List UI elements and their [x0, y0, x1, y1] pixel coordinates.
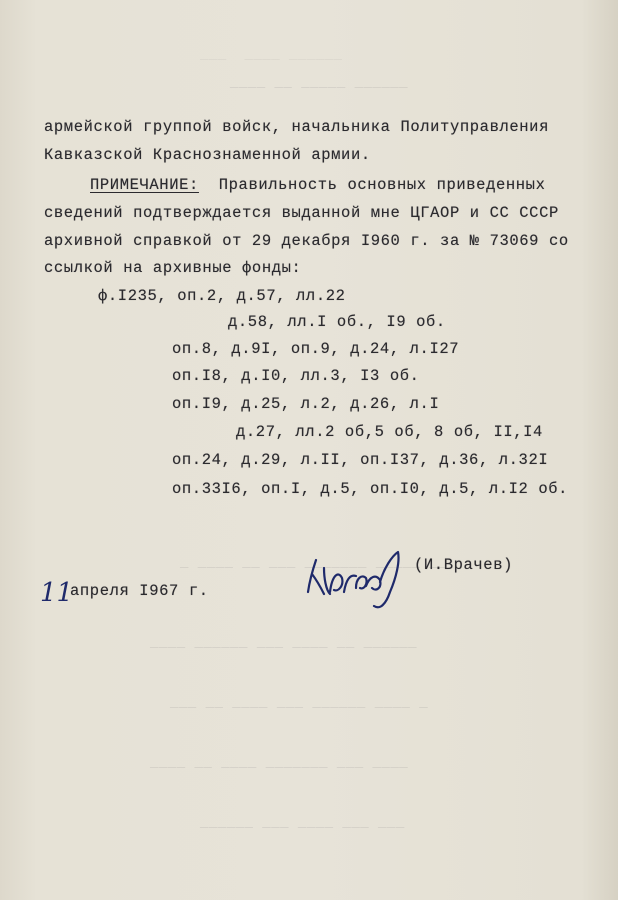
handwritten-day: 11	[40, 578, 74, 608]
handwritten-signature	[300, 548, 410, 623]
reference-line: оп.I8, д.I0, лл.3, I3 об.	[172, 367, 420, 385]
bleed-through-text: —————— ——— ———— ——— ———	[200, 820, 405, 836]
bleed-through-text: ——— —— ———— ——— —————— ———— —	[170, 700, 429, 716]
body-text-line: армейской группой войск, начальника Политуправления	[44, 118, 549, 136]
reference-line: оп.24, д.29, л.II, оп.I37, д.36, л.32I	[172, 451, 549, 469]
note-line: архивной справкой от 29 декабря I960 г. за № 73069 со	[44, 232, 569, 250]
reference-line: д.58, лл.I об., I9 об.	[228, 313, 446, 331]
note-line: ссылкой на архивные фонды:	[44, 259, 302, 277]
bleed-through-text: ———— —— ————— ——————	[230, 80, 409, 96]
bleed-through-text: ——— ———— ——————	[200, 52, 343, 68]
note-label: ПРИМЕЧАНИЕ:	[90, 176, 199, 194]
date-text: апреля I967 г.	[70, 582, 209, 600]
reference-line: оп.8, д.9I, оп.9, д.24, л.I27	[172, 340, 460, 358]
reference-line: д.27, лл.2 об,5 об, 8 об, II,I4	[236, 423, 543, 441]
bleed-through-text: ———— —————— ——— ———— —— ——————	[150, 640, 418, 656]
note-line: сведений подтверждается выданной мне ЦГАОР и СС СССР	[44, 204, 559, 222]
signature-graphic	[300, 548, 410, 618]
note-first-line	[90, 176, 545, 194]
note-text: Правильность основных приведенных	[218, 176, 546, 194]
reference-line: оп.33I6, оп.I, д.5, оп.I0, д.5, л.I2 об.	[172, 480, 569, 498]
bleed-through-text: ———— —— ———— ——————— ——— ————	[150, 760, 409, 776]
body-text-line: Кавказской Краснознаменной армии.	[44, 146, 371, 164]
reference-line: ф.I235, оп.2, д.57, лл.22	[98, 287, 346, 305]
bleed-through-text: — ———— —— ——— ——————— ————— ——	[180, 560, 448, 576]
reference-line: оп.I9, д.25, л.2, д.26, л.I	[172, 395, 440, 413]
signatory-name: (И.Врачев)	[414, 556, 514, 574]
